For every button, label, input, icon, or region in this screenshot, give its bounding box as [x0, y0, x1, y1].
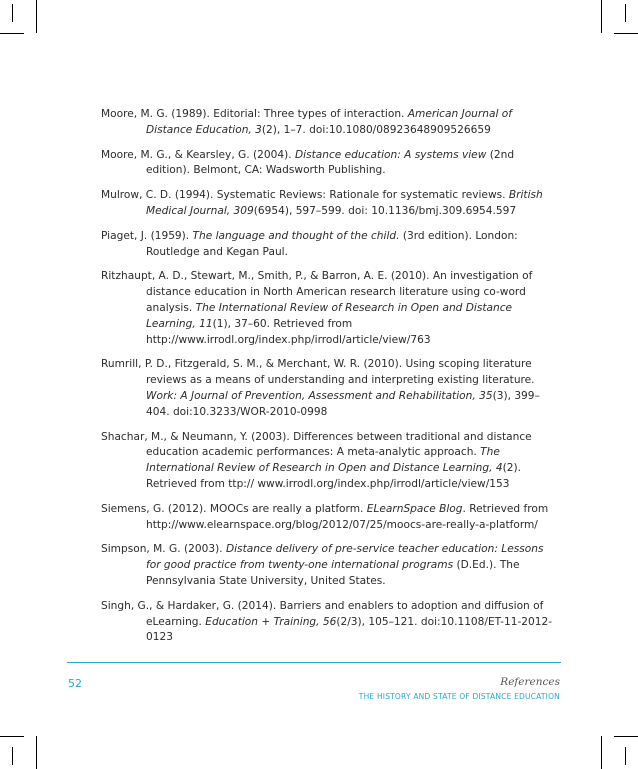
reference-text-segment: Shachar, M., & Neumann, Y. (2003). Differences between traditional and distance education academic performances: A meta-analytic approach.	[101, 430, 532, 459]
reference-italic-segment: Education + Training, 56	[205, 615, 337, 628]
reference-text-segment: (3rd edition). London: Routledge and Kegan Paul.	[146, 229, 518, 258]
reference-text-segment: (6954), 597–599. doi: 10.1136/bmj.309.6954.597	[253, 204, 517, 217]
page-number: 52	[68, 677, 82, 690]
reference-text-segment: Siemens, G. (2012). MOOCs are really a platform.	[101, 502, 367, 515]
reference-text-segment: Ritzhaupt, A. D., Stewart, M., Smith, P., & Barron, A. E. (2010). An investigation of distance education in North American research literature using co-word analysis.	[101, 270, 533, 314]
reference-italic-segment: The International Review of Research in Open and Distance Learning, 4	[146, 446, 503, 475]
reference-text-segment: Singh, G., & Hardaker, G. (2014). Barriers and enablers to adoption and diffusion of eLearning.	[101, 599, 544, 628]
reference-italic-segment: The International Review of Research in Open and Distance Learning, 11	[146, 301, 513, 330]
reference-entry	[101, 229, 556, 261]
reference-text-segment: (1), 37–60. Retrieved from http://www.irrodl.org/index.php/irrodl/article/view/763	[146, 317, 431, 346]
reference-italic-segment: The language and thought of the child.	[192, 229, 400, 242]
reference-entry	[101, 188, 556, 220]
reference-entry	[101, 430, 556, 493]
book-title: THE HISTORY AND STATE OF DISTANCE EDUCATION	[358, 692, 560, 701]
reference-text-segment: Simpson, M. G. (2003).	[101, 543, 226, 556]
section-title: References	[500, 676, 560, 688]
reference-entry	[101, 107, 556, 139]
reference-text-segment: . Retrieved from http://www.elearnspace.org/blog/2012/07/25/moocs-are-really-a-platform/	[146, 502, 549, 531]
reference-text-segment: Mulrow, C. D. (1994). Systematic Reviews: Rationale for systematic reviews.	[101, 189, 509, 202]
reference-italic-segment: American Journal of Distance Education, 3	[146, 108, 512, 136]
reference-entry	[101, 542, 556, 589]
reference-entry	[101, 148, 556, 180]
reference-italic-segment: Work: A Journal of Prevention, Assessment and Rehabilitation, 35	[146, 389, 493, 402]
reference-text-segment: (D.Ed.). The Pennsylvania State University, United States.	[146, 559, 520, 587]
reference-italic-segment: British Medical Journal, 309	[146, 189, 543, 217]
reference-italic-segment: ELearnSpace Blog	[366, 502, 463, 515]
reference-text-segment: (2). Retrieved from ttp:// www.irrodl.org/index.php/irrodl/article/view/153	[146, 462, 521, 490]
reference-entry	[101, 357, 556, 420]
reference-entry	[101, 599, 556, 646]
reference-text-segment: (2/3), 105–121. doi:10.1108/ET-11-2012-0123	[146, 615, 553, 644]
footer-rule	[67, 662, 561, 663]
reference-text-segment: (2), 1–7. doi:10.1080/08923648909526659	[261, 123, 491, 136]
reference-entry	[101, 269, 556, 348]
reference-text-segment: Rumrill, P. D., Fitzgerald, S. M., & Merchant, W. R. (2010). Using scoping literature reviews as a means of understanding and interpreting existing literature.	[101, 358, 535, 387]
reference-text-segment: Moore, M. G., & Kearsley, G. (2004).	[101, 148, 295, 161]
reference-text-segment: (3), 399–404. doi:10.3233/WOR-2010-0998	[146, 389, 540, 418]
reference-italic-segment: Distance delivery of pre-service teacher education: Lessons for good practice from twenty-one international programs	[146, 543, 544, 572]
reference-text-segment: Piaget, J. (1959).	[101, 229, 193, 242]
reference-text-segment: Moore, M. G. (1989). Editorial: Three types of interaction.	[101, 108, 408, 120]
reference-italic-segment: Distance education: A systems view	[294, 148, 487, 161]
reference-text-segment: (2nd edition). Belmont, CA: Wadsworth Publishing.	[146, 148, 515, 177]
reference-list	[101, 107, 556, 655]
reference-entry	[101, 502, 556, 534]
